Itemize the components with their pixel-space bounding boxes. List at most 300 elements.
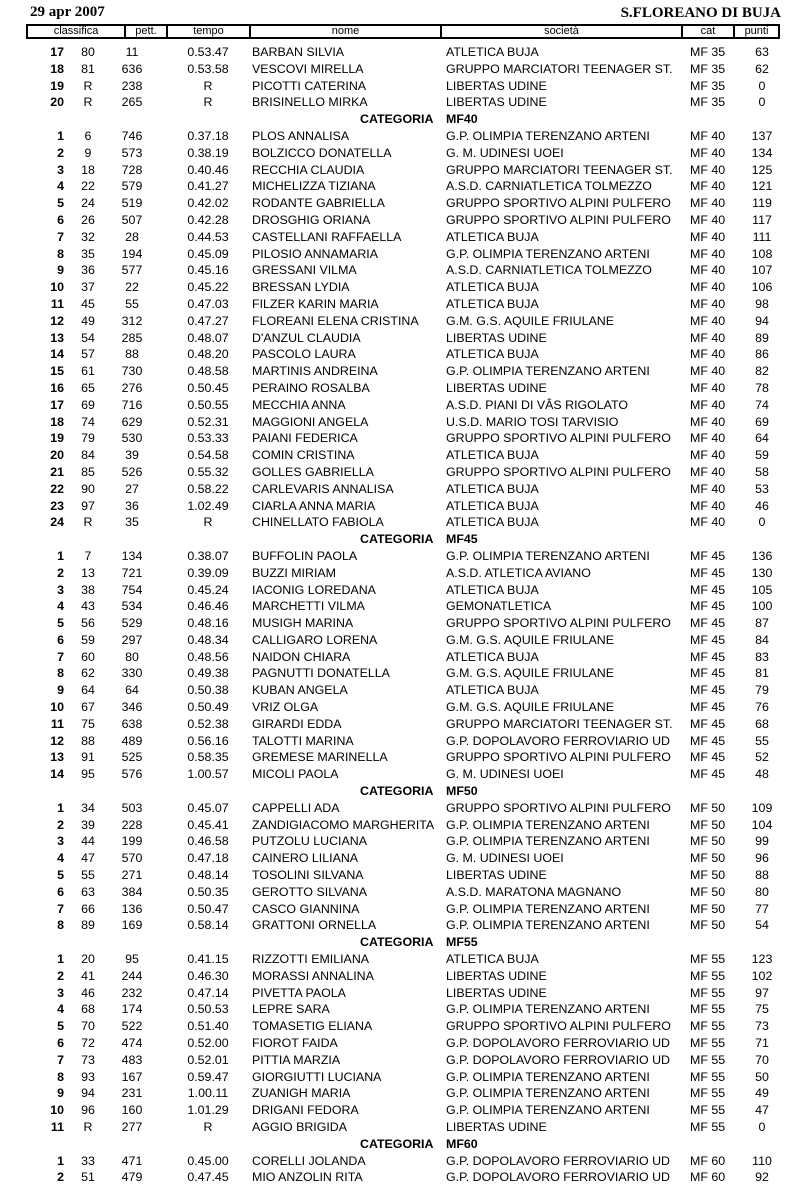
time-cell: 0.45.24 xyxy=(187,582,229,597)
overall-position-cell: 84 xyxy=(81,448,95,463)
name-cell: CALLIGARO LORENA xyxy=(252,632,378,647)
time-cell: 0.39.09 xyxy=(187,565,229,580)
points-cell: 105 xyxy=(751,582,773,597)
overall-position-cell: 24 xyxy=(81,196,95,211)
table-row xyxy=(0,397,807,414)
overall-position-cell: 38 xyxy=(81,582,95,597)
overall-position-cell: 62 xyxy=(81,666,95,681)
overall-position-cell: 61 xyxy=(81,364,95,379)
bib-cell: 573 xyxy=(121,145,143,160)
time-cell: 0.46.46 xyxy=(187,599,229,614)
time-cell: 0.50.38 xyxy=(187,683,229,698)
time-cell: 1.02.49 xyxy=(187,498,229,513)
time-cell: R xyxy=(203,515,213,530)
bib-cell: 276 xyxy=(121,380,143,395)
rank-cell: 3 xyxy=(57,162,64,177)
rank-cell: 1 xyxy=(57,548,64,563)
rank-cell: 24 xyxy=(50,515,64,530)
time-cell: 0.45.00 xyxy=(187,1153,229,1168)
points-cell: 111 xyxy=(752,229,772,244)
overall-position-cell: 26 xyxy=(81,212,95,227)
category-cell: MF 40 xyxy=(690,397,726,412)
col-header-classifica: classifica xyxy=(28,26,124,37)
club-cell: LIBERTAS UDINE xyxy=(446,330,547,345)
bib-cell: 297 xyxy=(121,632,143,647)
bib-cell: 636 xyxy=(121,61,143,76)
rank-cell: 9 xyxy=(57,263,64,278)
rank-cell: 10 xyxy=(50,700,64,715)
rank-cell: 14 xyxy=(50,767,64,782)
table-row xyxy=(0,901,807,918)
overall-position-cell: 67 xyxy=(81,700,95,715)
category-header xyxy=(0,531,807,548)
overall-position-cell: 46 xyxy=(81,985,95,1000)
bib-cell: 285 xyxy=(121,330,143,345)
club-cell: G.P. DOPOLAVORO FERROVIARIO UD xyxy=(446,733,670,748)
points-cell: 0 xyxy=(758,78,766,93)
club-cell: ATLETICA BUJA xyxy=(446,649,539,664)
category-cell: MF 40 xyxy=(690,179,726,194)
table-row xyxy=(0,951,807,968)
bib-cell: 525 xyxy=(121,750,143,765)
overall-position-cell: 88 xyxy=(81,733,95,748)
points-cell: 106 xyxy=(751,280,773,295)
time-cell: 0.59.47 xyxy=(187,1069,229,1084)
club-cell: G.P. OLIMPIA TERENZANO ARTENI xyxy=(446,918,650,933)
table-row xyxy=(0,229,807,246)
table-row xyxy=(0,817,807,834)
table-row xyxy=(0,447,807,464)
club-cell: G.P. OLIMPIA TERENZANO ARTENI xyxy=(446,1086,650,1101)
time-cell: 0.47.27 xyxy=(187,313,229,328)
name-cell: GRESSANI VILMA xyxy=(252,263,357,278)
bib-cell: 489 xyxy=(121,733,143,748)
category-cell: MF 45 xyxy=(690,632,726,647)
bib-cell: 28 xyxy=(125,229,139,244)
bib-cell: 570 xyxy=(121,851,143,866)
club-cell: G.M. G.S. AQUILE FRIULANE xyxy=(446,313,614,328)
overall-position-cell: 90 xyxy=(81,481,95,496)
category-cell: MF 45 xyxy=(690,750,726,765)
table-row xyxy=(0,178,807,195)
overall-position-cell: 34 xyxy=(81,800,95,815)
club-cell: G.P. OLIMPIA TERENZANO ARTENI xyxy=(446,246,650,261)
overall-position-cell: 7 xyxy=(84,548,92,563)
table-row xyxy=(0,296,807,313)
rank-cell: 20 xyxy=(50,95,64,110)
category-cell: MF 45 xyxy=(690,582,726,597)
overall-position-cell: R xyxy=(83,1120,93,1134)
category-cell: MF 40 xyxy=(690,229,726,244)
rank-cell: 9 xyxy=(57,683,64,698)
bib-cell: 199 xyxy=(121,834,143,849)
bib-cell: 730 xyxy=(121,364,143,379)
table-row xyxy=(0,363,807,380)
rank-cell: 4 xyxy=(57,1002,64,1017)
overall-position-cell: 63 xyxy=(81,884,95,899)
time-cell: 0.50.45 xyxy=(187,380,229,395)
category-cell: MF 40 xyxy=(690,498,726,513)
rank-cell: 3 xyxy=(57,985,64,1000)
category-cell: MF 40 xyxy=(690,515,726,530)
club-cell: A.S.D. ATLETICA AVIANO xyxy=(446,565,591,580)
category-value: MF55 xyxy=(446,935,478,950)
rank-cell: 14 xyxy=(50,347,64,362)
points-cell: 130 xyxy=(751,565,773,580)
club-cell: LIBERTAS UDINE xyxy=(446,380,547,395)
time-cell: R xyxy=(203,1120,213,1134)
name-cell: CARLEVARIS ANNALISA xyxy=(252,481,394,496)
bib-cell: 503 xyxy=(121,800,143,815)
points-cell: 0 xyxy=(758,1120,766,1134)
points-cell: 108 xyxy=(751,246,773,261)
time-cell: 0.42.28 xyxy=(187,212,229,227)
table-row xyxy=(0,1119,807,1136)
overall-position-cell: 89 xyxy=(81,918,95,933)
table-row xyxy=(0,1052,807,1069)
table-row xyxy=(0,262,807,279)
rank-cell: 4 xyxy=(57,179,64,194)
bib-cell: 174 xyxy=(121,1002,143,1017)
rank-cell: 2 xyxy=(57,968,64,983)
category-cell: MF 40 xyxy=(690,145,726,160)
category-cell: MF 50 xyxy=(690,817,726,832)
overall-position-cell: 85 xyxy=(81,464,95,479)
name-cell: FLOREANI ELENA CRISTINA xyxy=(252,313,419,328)
rank-cell: 18 xyxy=(50,414,64,429)
table-row xyxy=(0,749,807,766)
column-header-bar xyxy=(26,24,780,39)
time-cell: 0.51.40 xyxy=(187,1019,229,1034)
category-cell: MF 40 xyxy=(690,448,726,463)
category-header xyxy=(0,1136,807,1153)
overall-position-cell: 43 xyxy=(81,599,95,614)
bib-cell: 519 xyxy=(121,196,143,211)
table-row xyxy=(0,867,807,884)
category-cell: MF 55 xyxy=(690,1052,726,1067)
bib-cell: 265 xyxy=(121,95,143,110)
club-cell: G.P. OLIMPIA TERENZANO ARTENI xyxy=(446,1002,650,1017)
bib-cell: 754 xyxy=(121,582,143,597)
name-cell: CASCO GIANNINA xyxy=(252,901,360,916)
bib-cell: 629 xyxy=(121,414,143,429)
bib-cell: 474 xyxy=(121,1036,143,1051)
rank-cell: 2 xyxy=(57,565,64,580)
name-cell: D'ANZUL CLAUDIA xyxy=(252,330,361,345)
time-cell: 0.48.07 xyxy=(187,330,229,345)
name-cell: PICOTTI CATERINA xyxy=(252,78,367,93)
club-cell: G.M. G.S. AQUILE FRIULANE xyxy=(446,632,614,647)
points-cell: 53 xyxy=(755,481,769,496)
bib-cell: 277 xyxy=(121,1120,143,1134)
table-row xyxy=(0,766,807,783)
overall-position-cell: 35 xyxy=(81,246,95,261)
bib-cell: 238 xyxy=(121,78,143,93)
bib-cell: 483 xyxy=(121,1052,143,1067)
rank-cell: 5 xyxy=(57,1019,64,1034)
results-table xyxy=(0,44,807,1186)
bib-cell: 728 xyxy=(121,162,143,177)
rank-cell: 4 xyxy=(57,599,64,614)
time-cell: 0.42.02 xyxy=(187,196,229,211)
time-cell: 0.46.58 xyxy=(187,834,229,849)
club-cell: LIBERTAS UDINE xyxy=(446,985,547,1000)
points-cell: 79 xyxy=(755,683,769,698)
table-row xyxy=(0,346,807,363)
name-cell: PIVETTA PAOLA xyxy=(252,985,346,1000)
time-cell: 0.50.53 xyxy=(187,1002,229,1017)
club-cell: GRUPPO SPORTIVO ALPINI PULFERO xyxy=(446,212,671,227)
table-row xyxy=(0,430,807,447)
name-cell: CIARLA ANNA MARIA xyxy=(252,498,376,513)
rank-cell: 8 xyxy=(57,918,64,933)
rank-cell: 9 xyxy=(57,1086,64,1101)
name-cell: VRIZ OLGA xyxy=(252,700,319,715)
club-cell: U.S.D. MARIO TOSI TARVISIO xyxy=(446,414,619,429)
overall-position-cell: 64 xyxy=(81,683,95,698)
name-cell: TOSOLINI SILVANA xyxy=(252,868,364,883)
category-cell: MF 40 xyxy=(690,481,726,496)
table-row xyxy=(0,968,807,985)
table-row xyxy=(0,514,807,531)
name-cell: MARTINIS ANDREINA xyxy=(252,364,378,379)
rank-cell: 23 xyxy=(50,498,64,513)
rank-cell: 8 xyxy=(57,1069,64,1084)
points-cell: 121 xyxy=(751,179,773,194)
category-cell: MF 40 xyxy=(690,212,726,227)
category-value: MF40 xyxy=(446,112,478,127)
club-cell: A.S.D. CARNIATLETICA TOLMEZZO xyxy=(446,179,652,194)
club-cell: LIBERTAS UDINE xyxy=(446,78,547,93)
col-header-pett: pett. xyxy=(126,26,166,37)
name-cell: GEROTTO SILVANA xyxy=(252,884,367,899)
time-cell: 0.48.20 xyxy=(187,347,229,362)
rank-cell: 7 xyxy=(57,901,64,916)
name-cell: PAIANI FEDERICA xyxy=(252,431,358,446)
club-cell: ATLETICA BUJA xyxy=(446,481,539,496)
table-row xyxy=(0,833,807,850)
table-row xyxy=(0,632,807,649)
overall-position-cell: 55 xyxy=(81,868,95,883)
table-row xyxy=(0,195,807,212)
table-row xyxy=(0,414,807,431)
table-row xyxy=(0,78,807,95)
rank-cell: 12 xyxy=(50,313,64,328)
points-cell: 58 xyxy=(755,464,769,479)
category-cell: MF 45 xyxy=(690,767,726,782)
table-row xyxy=(0,313,807,330)
name-cell: KUBAN ANGELA xyxy=(252,683,348,698)
club-cell: GRUPPO SPORTIVO ALPINI PULFERO xyxy=(446,1019,671,1034)
time-cell: 0.52.01 xyxy=(187,1052,229,1067)
rank-cell: 7 xyxy=(57,649,64,664)
rank-cell: 2 xyxy=(57,1170,64,1185)
table-row xyxy=(0,850,807,867)
points-cell: 82 xyxy=(755,364,769,379)
name-cell: MECCHIA ANNA xyxy=(252,397,346,412)
points-cell: 107 xyxy=(751,263,773,278)
points-cell: 102 xyxy=(751,968,773,983)
points-cell: 71 xyxy=(755,1036,769,1051)
points-cell: 77 xyxy=(755,901,769,916)
table-row xyxy=(0,716,807,733)
category-cell: MF 45 xyxy=(690,716,726,731)
rank-cell: 17 xyxy=(50,45,64,59)
bib-cell: 330 xyxy=(121,666,143,681)
club-cell: GRUPPO SPORTIVO ALPINI PULFERO xyxy=(446,464,671,479)
overall-position-cell: 56 xyxy=(81,616,95,631)
points-cell: 119 xyxy=(752,196,772,211)
bib-cell: 384 xyxy=(121,884,143,899)
overall-position-cell: 18 xyxy=(81,162,95,177)
overall-position-cell: 57 xyxy=(81,347,95,362)
points-cell: 104 xyxy=(751,817,773,832)
club-cell: G.M. G.S. AQUILE FRIULANE xyxy=(446,700,614,715)
name-cell: DROSGHIG ORIANA xyxy=(252,212,371,227)
bib-cell: 530 xyxy=(121,431,143,446)
category-label: CATEGORIA xyxy=(360,784,434,799)
name-cell: ZANDIGIACOMO MARGHERITA xyxy=(252,817,435,832)
category-cell: MF 40 xyxy=(690,431,726,446)
overall-position-cell: R xyxy=(83,515,93,530)
table-row xyxy=(0,145,807,162)
club-cell: A.S.D. CARNIATLETICA TOLMEZZO xyxy=(446,263,652,278)
overall-position-cell: 70 xyxy=(81,1019,95,1034)
bib-cell: 271 xyxy=(121,868,143,883)
points-cell: 49 xyxy=(755,1086,769,1101)
bib-cell: 11 xyxy=(125,45,139,59)
category-cell: MF 35 xyxy=(690,78,726,93)
rank-cell: 8 xyxy=(57,666,64,681)
rank-cell: 7 xyxy=(57,1052,64,1067)
name-cell: COMIN CRISTINA xyxy=(252,448,355,463)
category-cell: MF 45 xyxy=(690,548,726,563)
rank-cell: 1 xyxy=(57,1153,64,1168)
name-cell: RECCHIA CLAUDIA xyxy=(252,162,365,177)
time-cell: 0.48.34 xyxy=(187,632,229,647)
points-cell: 109 xyxy=(751,800,773,815)
overall-position-cell: 49 xyxy=(81,313,95,328)
time-cell: 0.48.56 xyxy=(187,649,229,664)
points-cell: 46 xyxy=(755,498,769,513)
name-cell: MIO ANZOLIN RITA xyxy=(252,1170,363,1185)
time-cell: 0.54.58 xyxy=(187,448,229,463)
club-cell: G. M. UDINESI UOEI xyxy=(446,767,564,782)
club-cell: ATLETICA BUJA xyxy=(446,582,539,597)
points-cell: 62 xyxy=(755,61,769,76)
name-cell: DRIGANI FEDORA xyxy=(252,1103,359,1118)
rank-cell: 7 xyxy=(57,229,64,244)
category-cell: MF 60 xyxy=(690,1153,726,1168)
name-cell: RODANTE GABRIELLA xyxy=(252,196,385,211)
category-cell: MF 35 xyxy=(690,61,726,76)
points-cell: 84 xyxy=(755,632,769,647)
club-cell: ATLETICA BUJA xyxy=(446,229,539,244)
rank-cell: 19 xyxy=(50,78,64,93)
time-cell: 0.52.31 xyxy=(187,414,229,429)
category-cell: MF 40 xyxy=(690,464,726,479)
overall-position-cell: 95 xyxy=(81,767,95,782)
table-row xyxy=(0,498,807,515)
points-cell: 99 xyxy=(755,834,769,849)
points-cell: 94 xyxy=(755,313,769,328)
table-row xyxy=(0,1153,807,1170)
time-cell: 0.58.14 xyxy=(187,918,229,933)
name-cell: PERAINO ROSALBA xyxy=(252,380,370,395)
category-cell: MF 45 xyxy=(690,616,726,631)
table-row xyxy=(0,548,807,565)
bib-cell: 95 xyxy=(125,952,139,967)
name-cell: PASCOLO LAURA xyxy=(252,347,356,362)
time-cell: 0.47.45 xyxy=(187,1170,229,1185)
points-cell: 123 xyxy=(751,952,773,967)
category-cell: MF 35 xyxy=(690,95,726,110)
rank-cell: 1 xyxy=(57,952,64,967)
category-cell: MF 50 xyxy=(690,851,726,866)
bib-cell: 231 xyxy=(121,1086,143,1101)
category-cell: MF 50 xyxy=(690,868,726,883)
category-cell: MF 40 xyxy=(690,263,726,278)
name-cell: MICHELIZZA TIZIANA xyxy=(252,179,376,194)
time-cell: 0.45.16 xyxy=(187,263,229,278)
points-cell: 117 xyxy=(752,212,772,227)
race-date: 29 apr 2007 xyxy=(30,4,105,20)
category-cell: MF 40 xyxy=(690,196,726,211)
points-cell: 88 xyxy=(755,868,769,883)
category-value: MF60 xyxy=(446,1136,478,1151)
rank-cell: 19 xyxy=(50,431,64,446)
club-cell: ATLETICA BUJA xyxy=(446,448,539,463)
points-cell: 125 xyxy=(751,162,773,177)
overall-position-cell: 74 xyxy=(81,414,95,429)
club-cell: ATLETICA BUJA xyxy=(446,498,539,513)
rank-cell: 5 xyxy=(57,868,64,883)
club-cell: G.P. DOPOLAVORO FERROVIARIO UD xyxy=(446,1153,670,1168)
time-cell: 1.00.57 xyxy=(187,767,229,782)
category-cell: MF 55 xyxy=(690,1120,726,1134)
table-row xyxy=(0,884,807,901)
bib-cell: 721 xyxy=(121,565,143,580)
club-cell: A.S.D. PIANI DI VÂS RIGOLATO xyxy=(446,397,629,412)
club-cell: G.M. G.S. AQUILE FRIULANE xyxy=(446,666,614,681)
rank-cell: 2 xyxy=(57,817,64,832)
rank-cell: 16 xyxy=(50,380,64,395)
table-row xyxy=(0,380,807,397)
time-cell: 0.55.32 xyxy=(187,464,229,479)
name-cell: PITTIA MARZIA xyxy=(252,1052,341,1067)
category-cell: MF 40 xyxy=(690,246,726,261)
bib-cell: 88 xyxy=(125,347,139,362)
time-cell: 0.47.03 xyxy=(187,296,229,311)
points-cell: 89 xyxy=(755,330,769,345)
overall-position-cell: 9 xyxy=(84,145,92,160)
club-cell: GEMONATLETICA xyxy=(446,599,552,614)
rank-cell: 6 xyxy=(57,632,64,647)
table-row xyxy=(0,699,807,716)
table-row xyxy=(0,128,807,145)
club-cell: GRUPPO SPORTIVO ALPINI PULFERO xyxy=(446,800,671,815)
bib-cell: 228 xyxy=(121,817,143,832)
club-cell: G.P. OLIMPIA TERENZANO ARTENI xyxy=(446,817,650,832)
club-cell: G.P. OLIMPIA TERENZANO ARTENI xyxy=(446,1103,650,1118)
bib-cell: 134 xyxy=(121,548,143,563)
category-cell: MF 45 xyxy=(690,666,726,681)
club-cell: G.P. OLIMPIA TERENZANO ARTENI xyxy=(446,548,650,563)
name-cell: CASTELLANI RAFFAELLA xyxy=(252,229,402,244)
name-cell: LEPRE SARA xyxy=(252,1002,330,1017)
points-cell: 54 xyxy=(755,918,769,933)
points-cell: 47 xyxy=(755,1103,769,1118)
